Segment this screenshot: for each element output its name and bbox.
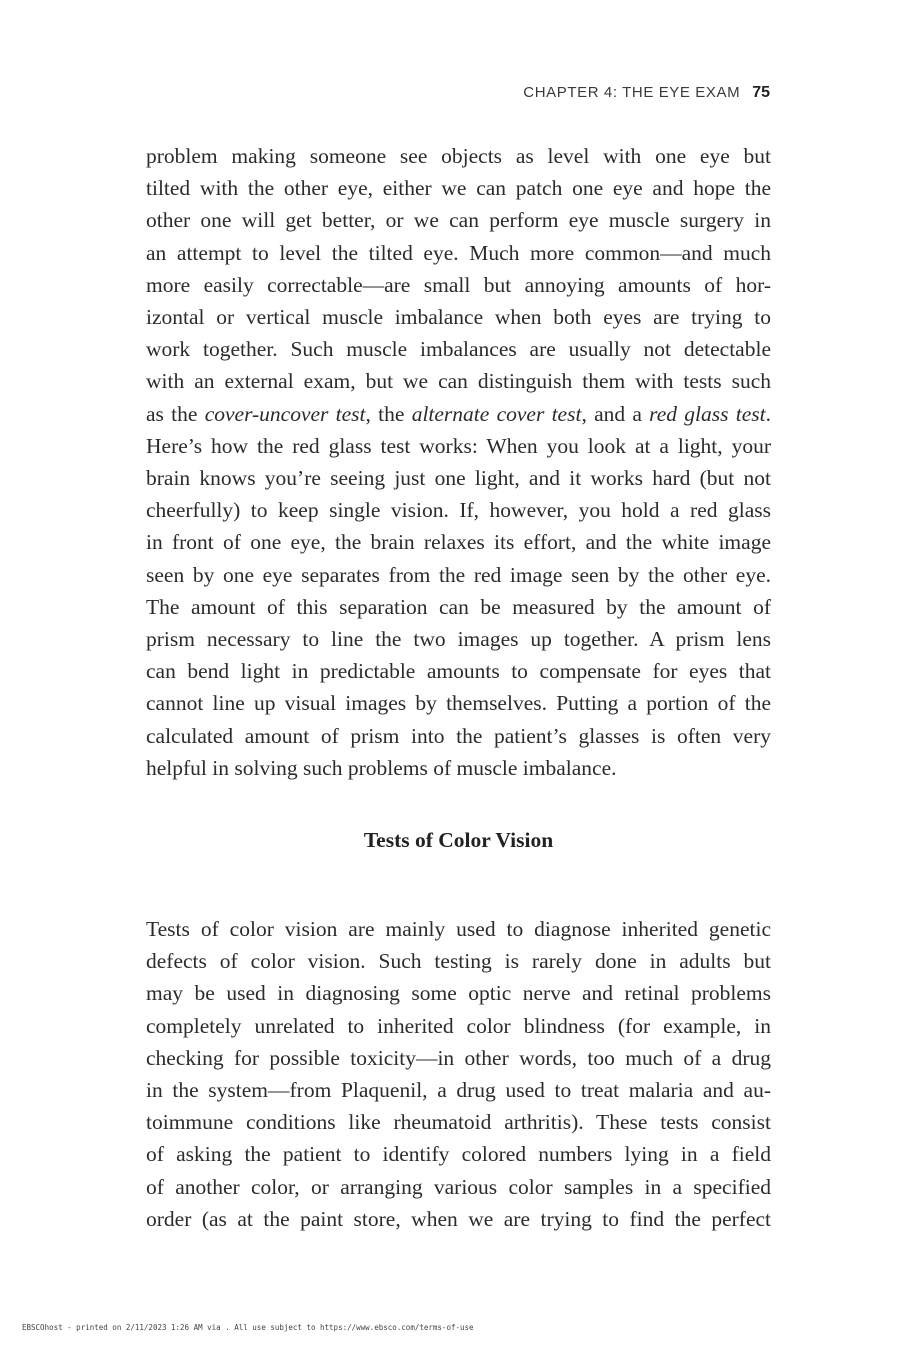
text-line: brain knows you’re seeing just one light, and it works hard (but not <box>146 466 771 491</box>
text-line: work together. Such muscle imbalances are usually not detectable <box>146 337 771 362</box>
text-line: helpful in solving such problems of muscle imbalance. <box>146 755 617 780</box>
text-line-with-italics <box>146 398 771 430</box>
text-line: of another color, or arranging various color samples in a specified <box>146 1174 771 1199</box>
page-number: 75 <box>752 84 770 101</box>
text-line: in front of one eye, the brain relaxes its effort, and the white image <box>146 530 771 555</box>
text-line: an attempt to level the tilted eye. Much more common—and much <box>146 240 771 265</box>
text-line: can bend light in predictable amounts to compensate for eyes that <box>146 659 771 684</box>
print-footer: EBSCOhost - printed on 2/11/2023 1:26 AM via . All use subject to https://www.ebsco.com/terms-of-use <box>22 1323 474 1332</box>
text-line: calculated amount of prism into the patient’s glasses is often very <box>146 723 771 748</box>
text-line: may be used in diagnosing some optic nerve and retinal problems <box>146 981 771 1006</box>
text-line: defects of color vision. Such testing is rarely done in adults but <box>146 949 771 974</box>
body-paragraph <box>146 913 771 1235</box>
text-line: izontal or vertical muscle imbalance when both eyes are trying to <box>146 305 771 330</box>
text-line: Tests of color vision are mainly used to diagnose inherited genetic <box>146 917 771 941</box>
italic-term-red-glass: red glass test <box>649 401 766 426</box>
text-run: , and a <box>581 401 650 426</box>
text-run: , the <box>365 401 412 426</box>
body-paragraph <box>146 140 771 784</box>
text-line: more easily correctable—are small but annoying amounts of hor- <box>146 272 771 297</box>
text-line: prism necessary to line the two images up together. A prism lens <box>146 627 771 652</box>
text-line: other one will get better, or we can perform eye muscle surgery in <box>146 208 771 233</box>
italic-term-cover-uncover: cover-uncover test <box>204 401 366 426</box>
text-line: seen by one eye separates from the red image seen by the other eye. <box>146 562 771 587</box>
text-line: The amount of this separation can be measured by the amount of <box>146 594 771 619</box>
text-line: order (as at the paint store, when we are trying to find the perfect <box>146 1206 771 1231</box>
text-line: with an external exam, but we can distinguish them with tests such <box>146 369 771 394</box>
text-line: cannot line up visual images by themselves. Putting a portion of the <box>146 691 771 716</box>
section-heading: Tests of Color Vision <box>363 828 554 852</box>
italic-term-alternate-cover: alternate cover test <box>411 401 582 426</box>
text-line: tilted with the other eye, either we can patch one eye and hope the <box>146 176 771 201</box>
text-line: checking for possible toxicity—in other words, too much of a drug <box>146 1045 771 1070</box>
running-head <box>523 84 770 102</box>
text-line: cheerfully) to keep single vision. If, however, you hold a red glass <box>146 498 771 523</box>
text-run: as the <box>146 401 205 426</box>
text-line: toimmune conditions like rheumatoid arthritis). These tests consist <box>146 1110 771 1135</box>
text-line: problem making someone see objects as level with one eye but <box>146 144 771 168</box>
text-line: of asking the patient to identify colored numbers lying in a field <box>146 1142 771 1167</box>
text-line: Here’s how the red glass test works: When you look at a light, your <box>146 433 771 458</box>
text-line: in the system—from Plaquenil, a drug used to treat malaria and au- <box>146 1078 771 1103</box>
chapter-title: CHAPTER 4: THE EYE EXAM <box>523 84 741 101</box>
text-run: . <box>765 401 771 426</box>
text-line: completely unrelated to inherited color blindness (for example, in <box>146 1013 771 1038</box>
